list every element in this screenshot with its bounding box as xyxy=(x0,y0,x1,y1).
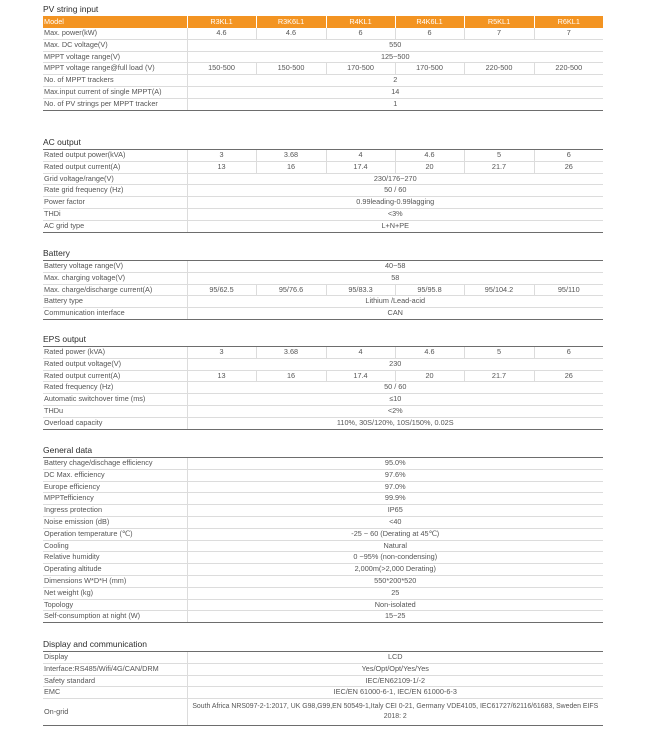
spec-value: <2% xyxy=(187,405,603,417)
spec-row xyxy=(43,261,603,273)
spec-value: 95/104.2 xyxy=(464,284,534,296)
model-header-row xyxy=(43,16,603,28)
spec-row xyxy=(43,699,603,726)
spec-value: 4.6 xyxy=(395,347,464,359)
spec-label: No. of MPPT trackers xyxy=(43,75,187,87)
model-name: R4KL1 xyxy=(326,16,395,28)
spec-value: 150-500 xyxy=(187,63,256,75)
spec-value: 50 / 60 xyxy=(187,185,603,197)
spec-row xyxy=(43,185,603,197)
spec-value: 230 xyxy=(187,358,603,370)
spec-value: 26 xyxy=(534,161,603,173)
spec-row xyxy=(43,540,603,552)
spec-label: Rated output current(A) xyxy=(43,370,187,382)
spec-value: South Africa NRS097-2-1:2017, UK G98,G99,EN 50549-1,Italy CEI 0-21, Germany VDE4105, IEC61727/62116/61683, Sweden EIFS 2018: 2 xyxy=(187,699,603,726)
spec-value: 150-500 xyxy=(256,63,326,75)
spec-row xyxy=(43,150,603,162)
spec-label: Rated output power(kVA) xyxy=(43,150,187,162)
spec-value: ≤10 xyxy=(187,394,603,406)
spec-value: 230/176~270 xyxy=(187,173,603,185)
spec-value: 2 xyxy=(187,75,603,87)
spec-label: Topology xyxy=(43,599,187,611)
spec-row xyxy=(43,575,603,587)
spec-row xyxy=(43,481,603,493)
spec-value: 4 xyxy=(326,347,395,359)
spec-label: Rated output voltage(V) xyxy=(43,358,187,370)
spec-label: Net weight (kg) xyxy=(43,587,187,599)
spec-value: 550 xyxy=(187,39,603,51)
spec-row xyxy=(43,599,603,611)
spec-value: <3% xyxy=(187,208,603,220)
spec-value: 2,000m(>2,000 Derating) xyxy=(187,564,603,576)
section-title: General data xyxy=(43,445,93,455)
spec-value: Lithium /Lead-acid xyxy=(187,296,603,308)
ac-section xyxy=(43,137,603,233)
section-title: AC output xyxy=(43,137,81,147)
eps-section xyxy=(43,334,603,430)
spec-row xyxy=(43,75,603,87)
spec-value: 4.6 xyxy=(187,28,256,39)
spec-label: Automatic switchover time (ms) xyxy=(43,394,187,406)
spec-label: Interface:RS485/Wifi/4G/CAN/DRM xyxy=(43,663,187,675)
spec-label: Max. power(kW) xyxy=(43,28,187,39)
model-name: R6KL1 xyxy=(534,16,603,28)
spec-value: IP65 xyxy=(187,505,603,517)
spec-row xyxy=(43,687,603,699)
spec-value: 125~500 xyxy=(187,51,603,63)
spec-value: 95/110 xyxy=(534,284,603,296)
spec-row xyxy=(43,39,603,51)
pv-section xyxy=(43,4,603,111)
section-title: Battery xyxy=(43,248,70,258)
general-section xyxy=(43,445,603,623)
spec-label: No. of PV strings per MPPT tracker xyxy=(43,98,187,110)
spec-value: 15~25 xyxy=(187,611,603,623)
spec-label: Power factor xyxy=(43,197,187,209)
spec-value: 220-500 xyxy=(464,63,534,75)
spec-value: IEC/EN 61000-6-1, IEC/EN 61000-6-3 xyxy=(187,687,603,699)
spec-value: 58 xyxy=(187,272,603,284)
battery-table xyxy=(43,260,603,320)
spec-row xyxy=(43,308,603,320)
spec-label: Rated power (kVA) xyxy=(43,347,187,359)
spec-value: 5 xyxy=(464,150,534,162)
spec-label: Battery chage/dischage efficiency xyxy=(43,458,187,470)
model-name: R3KL1 xyxy=(187,16,256,28)
spec-label: Rated output current(A) xyxy=(43,161,187,173)
spec-value: 7 xyxy=(464,28,534,39)
spec-value: LCD xyxy=(187,652,603,664)
eps-table xyxy=(43,346,603,430)
spec-value: 1 xyxy=(187,98,603,110)
spec-label: Battery type xyxy=(43,296,187,308)
spec-value: 3.68 xyxy=(256,347,326,359)
spec-row xyxy=(43,197,603,209)
spec-row xyxy=(43,587,603,599)
spec-row xyxy=(43,394,603,406)
spec-row xyxy=(43,552,603,564)
spec-row xyxy=(43,652,603,664)
spec-row xyxy=(43,173,603,185)
spec-row xyxy=(43,611,603,623)
spec-value: 17.4 xyxy=(326,370,395,382)
spec-row xyxy=(43,405,603,417)
spec-value: 3.68 xyxy=(256,150,326,162)
general-body xyxy=(43,458,603,623)
spec-row xyxy=(43,516,603,528)
spec-label: Dimensions W*D*H (mm) xyxy=(43,575,187,587)
spec-label: MPPT voltage range(V) xyxy=(43,51,187,63)
spec-value: Natural xyxy=(187,540,603,552)
spec-value: 20 xyxy=(395,370,464,382)
spec-label: Max. charging voltage(V) xyxy=(43,272,187,284)
spec-label: Overload capacity xyxy=(43,417,187,429)
spec-value: 95/95.8 xyxy=(395,284,464,296)
spec-value: 170-500 xyxy=(395,63,464,75)
spec-label: Noise emission (dB) xyxy=(43,516,187,528)
spec-value: IEC/EN62109-1/-2 xyxy=(187,675,603,687)
spec-row xyxy=(43,528,603,540)
spec-value: 0.99leading-0.99lagging xyxy=(187,197,603,209)
spec-value: Yes/Opt/Opt/Yes/Yes xyxy=(187,663,603,675)
spec-row xyxy=(43,417,603,429)
spec-label: AC grid type xyxy=(43,220,187,232)
spec-row xyxy=(43,675,603,687)
spec-value: 6 xyxy=(534,150,603,162)
spec-value: 220-500 xyxy=(534,63,603,75)
spec-value: 170-500 xyxy=(326,63,395,75)
spec-row xyxy=(43,86,603,98)
spec-label: Max. DC voltage(V) xyxy=(43,39,187,51)
spec-value: 21.7 xyxy=(464,161,534,173)
spec-label: Self-consumption at night (W) xyxy=(43,611,187,623)
spec-value: 7 xyxy=(534,28,603,39)
model-header-label: Model xyxy=(43,16,187,28)
spec-value: 16 xyxy=(256,161,326,173)
spec-value: 550*200*520 xyxy=(187,575,603,587)
spec-value: 20 xyxy=(395,161,464,173)
spec-label: Max. charge/discharge current(A) xyxy=(43,284,187,296)
spec-label: THDu xyxy=(43,405,187,417)
spec-value: 0 ~95% (non-condensing) xyxy=(187,552,603,564)
spec-value: 4.6 xyxy=(256,28,326,39)
spec-value: 95/76.6 xyxy=(256,284,326,296)
spec-value: 13 xyxy=(187,161,256,173)
spec-value: 6 xyxy=(534,347,603,359)
ac-table xyxy=(43,149,603,233)
spec-value: 26 xyxy=(534,370,603,382)
spec-value: 3 xyxy=(187,347,256,359)
spec-value: <40 xyxy=(187,516,603,528)
spec-value: -25 ~ 60 (Derating at 45℃) xyxy=(187,528,603,540)
spec-row xyxy=(43,98,603,110)
spec-value: 95/62.5 xyxy=(187,284,256,296)
spec-row xyxy=(43,370,603,382)
section-title: Display and communication xyxy=(43,639,147,649)
spec-label: Rate grid frequency (Hz) xyxy=(43,185,187,197)
spec-value: 40~58 xyxy=(187,261,603,273)
model-name: R3K6L1 xyxy=(256,16,326,28)
spec-row xyxy=(43,28,603,39)
spec-row xyxy=(43,220,603,232)
spec-row xyxy=(43,208,603,220)
spec-value: 97.0% xyxy=(187,481,603,493)
battery-section xyxy=(43,248,603,320)
spec-value: 14 xyxy=(187,86,603,98)
spec-value: 3 xyxy=(187,150,256,162)
display-section xyxy=(43,639,603,726)
spec-label: Max.input current of single MPPT(A) xyxy=(43,86,187,98)
spec-row xyxy=(43,51,603,63)
spec-value: 50 / 60 xyxy=(187,382,603,394)
spec-row xyxy=(43,358,603,370)
spec-label: Rated frequency (Hz) xyxy=(43,382,187,394)
spec-label: Battery voltage range(V) xyxy=(43,261,187,273)
spec-label: Grid voltage/range(V) xyxy=(43,173,187,185)
spec-label: Europe efficiency xyxy=(43,481,187,493)
pv-table xyxy=(43,16,603,111)
spec-label: Operation temperature (℃) xyxy=(43,528,187,540)
spec-value: 95.0% xyxy=(187,458,603,470)
spec-label: Communication interface xyxy=(43,308,187,320)
spec-label: Relative humidity xyxy=(43,552,187,564)
display-body xyxy=(43,652,603,726)
spec-label: On-grid xyxy=(43,699,187,726)
spec-label: MPPTefficiency xyxy=(43,493,187,505)
spec-value: 13 xyxy=(187,370,256,382)
spec-label: Operating altitude xyxy=(43,564,187,576)
eps-body xyxy=(43,347,603,430)
spec-value: 6 xyxy=(326,28,395,39)
spec-row xyxy=(43,505,603,517)
spec-row xyxy=(43,296,603,308)
spec-value: 21.7 xyxy=(464,370,534,382)
spec-label: Safety standard xyxy=(43,675,187,687)
spec-row xyxy=(43,347,603,359)
spec-row xyxy=(43,469,603,481)
section-title: EPS output xyxy=(43,334,87,344)
spec-row xyxy=(43,284,603,296)
spec-value: 97.6% xyxy=(187,469,603,481)
battery-body xyxy=(43,261,603,320)
spec-value: 25 xyxy=(187,587,603,599)
spec-value: 5 xyxy=(464,347,534,359)
model-name: R5KL1 xyxy=(464,16,534,28)
spec-value: 16 xyxy=(256,370,326,382)
section-title: PV string input xyxy=(43,4,99,14)
spec-row xyxy=(43,493,603,505)
spec-value: L+N+PE xyxy=(187,220,603,232)
spec-label: Ingress protection xyxy=(43,505,187,517)
pv-body xyxy=(43,16,603,110)
spec-value: 17.4 xyxy=(326,161,395,173)
model-name: R4K6L1 xyxy=(395,16,464,28)
spec-value: 99.9% xyxy=(187,493,603,505)
spec-label: Display xyxy=(43,652,187,664)
spec-label: MPPT voltage range@full load (V) xyxy=(43,63,187,75)
spec-value: 4.6 xyxy=(395,150,464,162)
spec-row xyxy=(43,458,603,470)
display-table xyxy=(43,651,603,726)
spec-row xyxy=(43,382,603,394)
spec-row xyxy=(43,161,603,173)
spec-row xyxy=(43,564,603,576)
general-table xyxy=(43,457,603,623)
spec-value: 4 xyxy=(326,150,395,162)
ac-body xyxy=(43,150,603,233)
spec-row xyxy=(43,272,603,284)
spec-label: Cooling xyxy=(43,540,187,552)
spec-label: EMC xyxy=(43,687,187,699)
spec-value: Non-isolated xyxy=(187,599,603,611)
spec-value: 110%, 30S/120%, 10S/150%, 0.02S xyxy=(187,417,603,429)
spec-row xyxy=(43,663,603,675)
spec-label: DC Max. efficiency xyxy=(43,469,187,481)
spec-label: THDi xyxy=(43,208,187,220)
spec-value: 95/83.3 xyxy=(326,284,395,296)
spec-value: CAN xyxy=(187,308,603,320)
spec-value: 6 xyxy=(395,28,464,39)
spec-row xyxy=(43,63,603,75)
